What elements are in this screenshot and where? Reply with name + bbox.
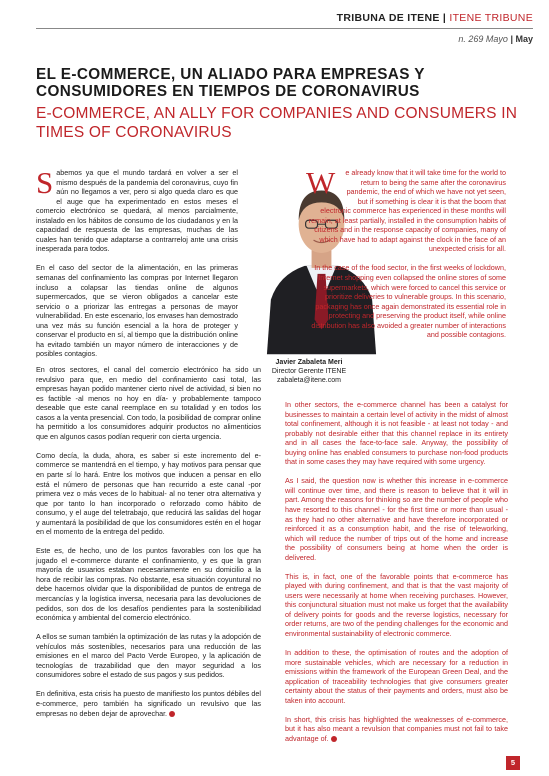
es-paragraph-6: A ellos se suman también la optimización de las rutas y la adopción de vehículos más sostenibles, necesarios para una reducción de las emisiones en el marco del Pacto Verde Europeo, y la aplicación de tecnologías de trazabilidad que den mayor seguridad a los consumidores sobre el estado de sus pagos y sus pedidos. [36, 632, 261, 680]
header-separator: | [442, 12, 447, 24]
en-paragraph-1-text: e already know that it will take time for the world to return to being the same after the coronavirus pandemic, the end of which we have not yet seen, but if something is clear it is that the boom that electronic commerce has experienced in these months will remain, at least partially, installed in the consumption habits of citizens and in the response capacity of companies, many of which have had to adapt against the clock in the face of an unexpected crisis for all. [308, 168, 506, 254]
en-paragraph-4: As I said, the question now is whether this increase in e-commerce will continue over time, and there is reason to believe that it will in part. Among the reasons for thinking so are the number of people who have resorted to this channel - for the first time or more than usual - as they had no other alternative and have therefore incorporated or reinforced it as a consumption habit, and the rise of teleworking, which will reduce the number of trips out of the home and increase the possibility of consumers being at home when the order is delivered. [285, 476, 508, 562]
author-name: Javier Zabaleta Meri [275, 359, 343, 366]
es-paragraph-5: Este es, de hecho, uno de los puntos favorables con los que ha jugado el e-commerce durante el confinamiento, y es que la gran mayoría de usuarios estaban necesariamente en su domicilio a la hora de recibir las compras. No obstante, esa situación coyuntural no debe hacernos olvidar que la disponibilidad de puntos de entrega de mercancías y la logística inversa, necesaria para las devoluciones de pedidos, son dos de los desafíos pendientes para la sostenibilidad económica y ambiental del comercio electrónico. [36, 546, 261, 623]
title-spanish: EL E-COMMERCE, UN ALIADO PARA EMPRESAS Y CONSUMIDORES EN TIEMPOS DE CORONAVIRUS [36, 66, 425, 100]
es-paragraph-4: Como decía, la duda, ahora, es saber si este incremento del e-commerce se mantendrá en el tiempo, y hay motivos para pensar que en parte sí lo hará. Entre los motivos que inducen a pensar en ello está el número de personas que han recurrido a este canal -por primera vez o más veces de lo habitual- al no tener otra alternativa y que por tanto lo han incorporado o reforzado como hábito de consumo, y el auge del teletrabajo, que reducirá las salidas del hogar y aumentará la posibilidad de que los consumidores estén en el hogar en el momento de la entrega del pedido. [36, 450, 261, 537]
spanish-column-top [36, 165, 238, 368]
issue-separator: | [510, 34, 513, 44]
en-paragraph-3: In other sectors, the e-commerce channel has been a catalyst for businesses to maintain a certain level of activity in the midst of almost total confinement, although it is not feasible - at least not today - and probably not desirable either that this channel replace in its entirety and in all cases the face-to-face sale. Anyway, the possibility of buying online has enabled consumers to purchase non-food products that in some cases they may have required with some urgency. [285, 400, 508, 467]
publication-name: TRIBUNA DE ITENE [336, 12, 440, 24]
english-column-top [306, 165, 506, 349]
issue-number: n. 269 Mayo [458, 34, 508, 44]
en-paragraph-6: In addition to these, the optimisation of routes and the adoption of more sustainable vehicles, which are necessary for a reduction in emissions within the framework of the European Green Deal, and the application of traceability technologies that give consumers greater certainty about the status of their payments and orders, must also be taken into account. [285, 648, 508, 705]
publication-header [337, 12, 533, 24]
publication-name-en: ITENE TRIBUNE [449, 12, 533, 24]
issue-month-en: May [515, 34, 533, 44]
author-role: Director Gerente ITENE [271, 368, 347, 375]
english-column-bottom [285, 400, 508, 753]
es-paragraph-1-text: abemos ya que el mundo tardará en volver a ser el mismo después de la pandemia del coronavirus, cuyo fin aún no llegamos a ver, pero si algo queda claro es que el auge que ha experimentado en estos meses el comercio electrónico se quedará, al menos parcialmente, instalado en los hábitos de consumo de los ciudadanos y en la capacidad de respuesta de las empresas, muchas de las cuales han tenido que adaptarse a contrarreloj ante una crisis inesperada para todos. [36, 168, 238, 254]
es-paragraph-7 [36, 689, 261, 718]
es-paragraph-2: En el caso del sector de la alimentación, en las primeras semanas del confinamiento las compras por Internet llegaron incluso a colapsar las tiendas online de algunos supermercados, que se vieron obligados a cancelar este servicio o a priorizar las entregas a personas de mayor vulnerabilidad. En este escenario, los envases han demostrado una vez más su función esencial a la hora de proteger y conservar el producto en sí, al tiempo que la distribución online ha evitado también un mayor número de interacciones y de posibles contagios. [36, 263, 238, 359]
es-paragraph-1 [36, 165, 238, 254]
en-dropcap: W [306, 165, 336, 200]
header-rule [36, 28, 533, 29]
en-paragraph-2: In the case of the food sector, in the first weeks of lockdown, Internet shopping even collapsed the online stores of some supermarkets, which were forced to cancel this service or prioritize deliveries to vulnerable groups. In this scenario, packaging has once again demonstrated its essential role in protecting and preserving the product itself, while online distribution has also avoided a greater number of interactions and possible contagions. [311, 263, 506, 340]
title-english: E-COMMERCE, AN ALLY FOR COMPANIES AND CONSUMERS IN TIMES OF CORONAVIRUS [36, 105, 518, 141]
issue-line [458, 34, 533, 44]
en-paragraph-5: This is, in fact, one of the favorable points that e-commerce has played with during confinement, and that is that the vast majority of users were necessarily at home when receiving purchases. However, this conjunctural situation must not make us forget that the availability of delivery points for goods and the reverse logistics, necessary for order returns, are two of the pending challenges for the economic and environmental sustainability of electronic commerce. [285, 571, 508, 639]
en-paragraph-7 [285, 715, 508, 744]
page-number: 5 [506, 756, 520, 770]
photo-caption [250, 358, 368, 385]
end-mark-icon [331, 736, 337, 742]
es-paragraph-7-text: En definitiva, esta crisis ha puesto de manifiesto los puntos débiles del e-commerce, pero también ha significado un revulsivo que las empresas no deben dejar de aprovechar. [36, 689, 261, 718]
es-paragraph-3: En otros sectores, el canal del comercio electrónico ha sido un revulsivo para que, en medio del confinamiento casi total, las empresas hayan podido mantener cierto nivel de actividad, si bien no es factible -al menos no hoy en día- y probablemente tampoco deseable que este canal reemplace en su totalidad y en todos los casos a la venta presencial. Con todo, la posibilidad de comprar online ha permitido a los consumidores adquirir productos no alimenticios que en algunos casos podían requerir con cierta urgencia. [36, 365, 261, 441]
author-email: zabaleta@itene.com [277, 377, 341, 384]
end-mark-icon [169, 711, 175, 717]
es-dropcap: S [36, 165, 54, 200]
spanish-column-bottom [36, 365, 261, 728]
en-paragraph-7-text: In short, this crisis has highlighted the weaknesses of e-commerce, but it has also meant a revulsion that companies must not fail to take advantage of. [285, 714, 508, 743]
en-paragraph-1 [306, 165, 506, 254]
